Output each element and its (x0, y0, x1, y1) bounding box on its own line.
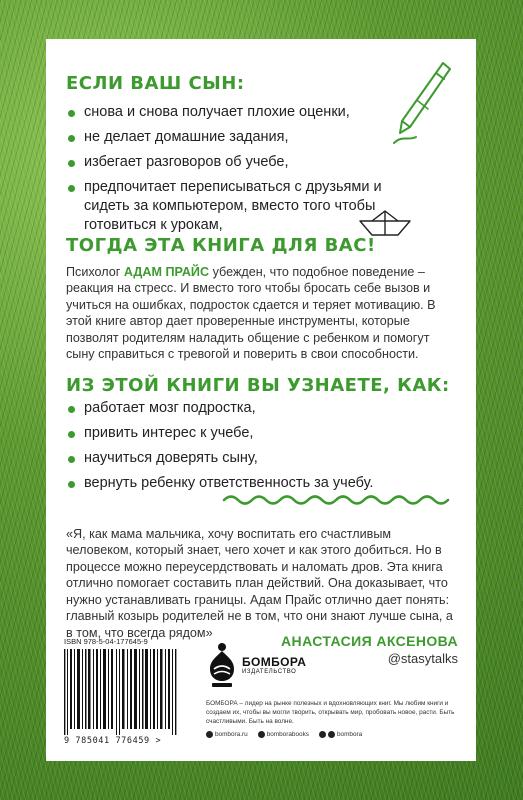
problems-list (66, 103, 406, 241)
list-item: вернуть ребенку ответственность за учебу. (66, 474, 458, 493)
learn-list (66, 399, 458, 499)
quote-author: АНАСТАСИЯ АКСЕНОВА (281, 633, 458, 649)
barcode-image (64, 649, 182, 735)
quote-handle: @stasytalks (387, 651, 458, 666)
description-paragraph: Психолог АДАМ ПРАЙС убежден, что подобное поведение – реакция на стресс. И вместо того чтобы бросать себе вызов и учиться на ошибках, подросток сдается и теряет мотивацию. В этой книге автор дает проверенные инструменты, которые позволят родителям наладить общение с ребенком и помогут сыну справиться с тревогой и поверить в свои способности. (66, 264, 436, 362)
list-item: не делает домашние задания, (66, 128, 406, 147)
testimonial-quote: «Я, как мама мальчика, хочу воспитать его счастливым человеком, который знает, чего хочет и как этого добиться. Но в процессе можно переусердствовать и наломать дров. Эта книга отлично помогает составить план действий. Она доказывает, что нужно устанавливать границы. Адам Прайс отлично дает понять: главный козырь родителей не в том, что они знают лучше сына, а в том, что всегда рядом» (66, 526, 453, 640)
globe-icon (206, 731, 213, 738)
publisher-subtitle: ИЗДАТЕЛЬСТВО (242, 669, 297, 675)
instagram-icon (258, 731, 265, 738)
list-item: научиться доверять сыну, (66, 449, 458, 468)
isbn-label: ISBN 978-5-04-177645-9 (64, 637, 148, 646)
social-link-books[interactable]: bomborabooks (258, 731, 309, 738)
heading-you-will-learn: ИЗ ЭТОЙ КНИГИ ВЫ УЗНАЕТЕ, КАК: (66, 375, 450, 396)
wave-divider (222, 491, 454, 509)
author-name: АДАМ ПРАЙС (123, 264, 210, 279)
vk-icon (319, 731, 326, 738)
heading-if-your-son: ЕСЛИ ВАШ СЫН: (66, 73, 245, 94)
publisher-description: БОМБОРА – лидер на рынке полезных и вдохновляющих книг. Мы любим книги и создаем их, чтобы вы могли творить, открывать мир, пробовать новое, расти. Быть счастливыми. Быть на волне. (206, 700, 455, 725)
quote-attribution (281, 633, 458, 666)
list-item: работает мозг подростка, (66, 399, 458, 418)
social-link-site[interactable]: bombora.ru (206, 731, 248, 738)
barcode-number: 9 785041 776459 > (64, 736, 162, 746)
social-link-vk[interactable]: bombora (319, 731, 362, 738)
publisher-socials (206, 731, 362, 738)
publisher-name: БОМБОРА (242, 655, 307, 669)
list-item: предпочитает переписываться с друзьями и сидеть за компьютером, вместо того чтобы готовиться к урокам, (66, 178, 406, 235)
heading-book-for-you: ТОГДА ЭТА КНИГА ДЛЯ ВАС! (66, 235, 376, 256)
bombora-logo-icon (206, 639, 238, 689)
list-item: привить интерес к учебе, (66, 424, 458, 443)
back-cover-panel (46, 39, 476, 761)
list-item: снова и снова получает плохие оценки, (66, 103, 406, 122)
telegram-icon (328, 731, 335, 738)
list-item: избегает разговоров об учебе, (66, 153, 406, 172)
